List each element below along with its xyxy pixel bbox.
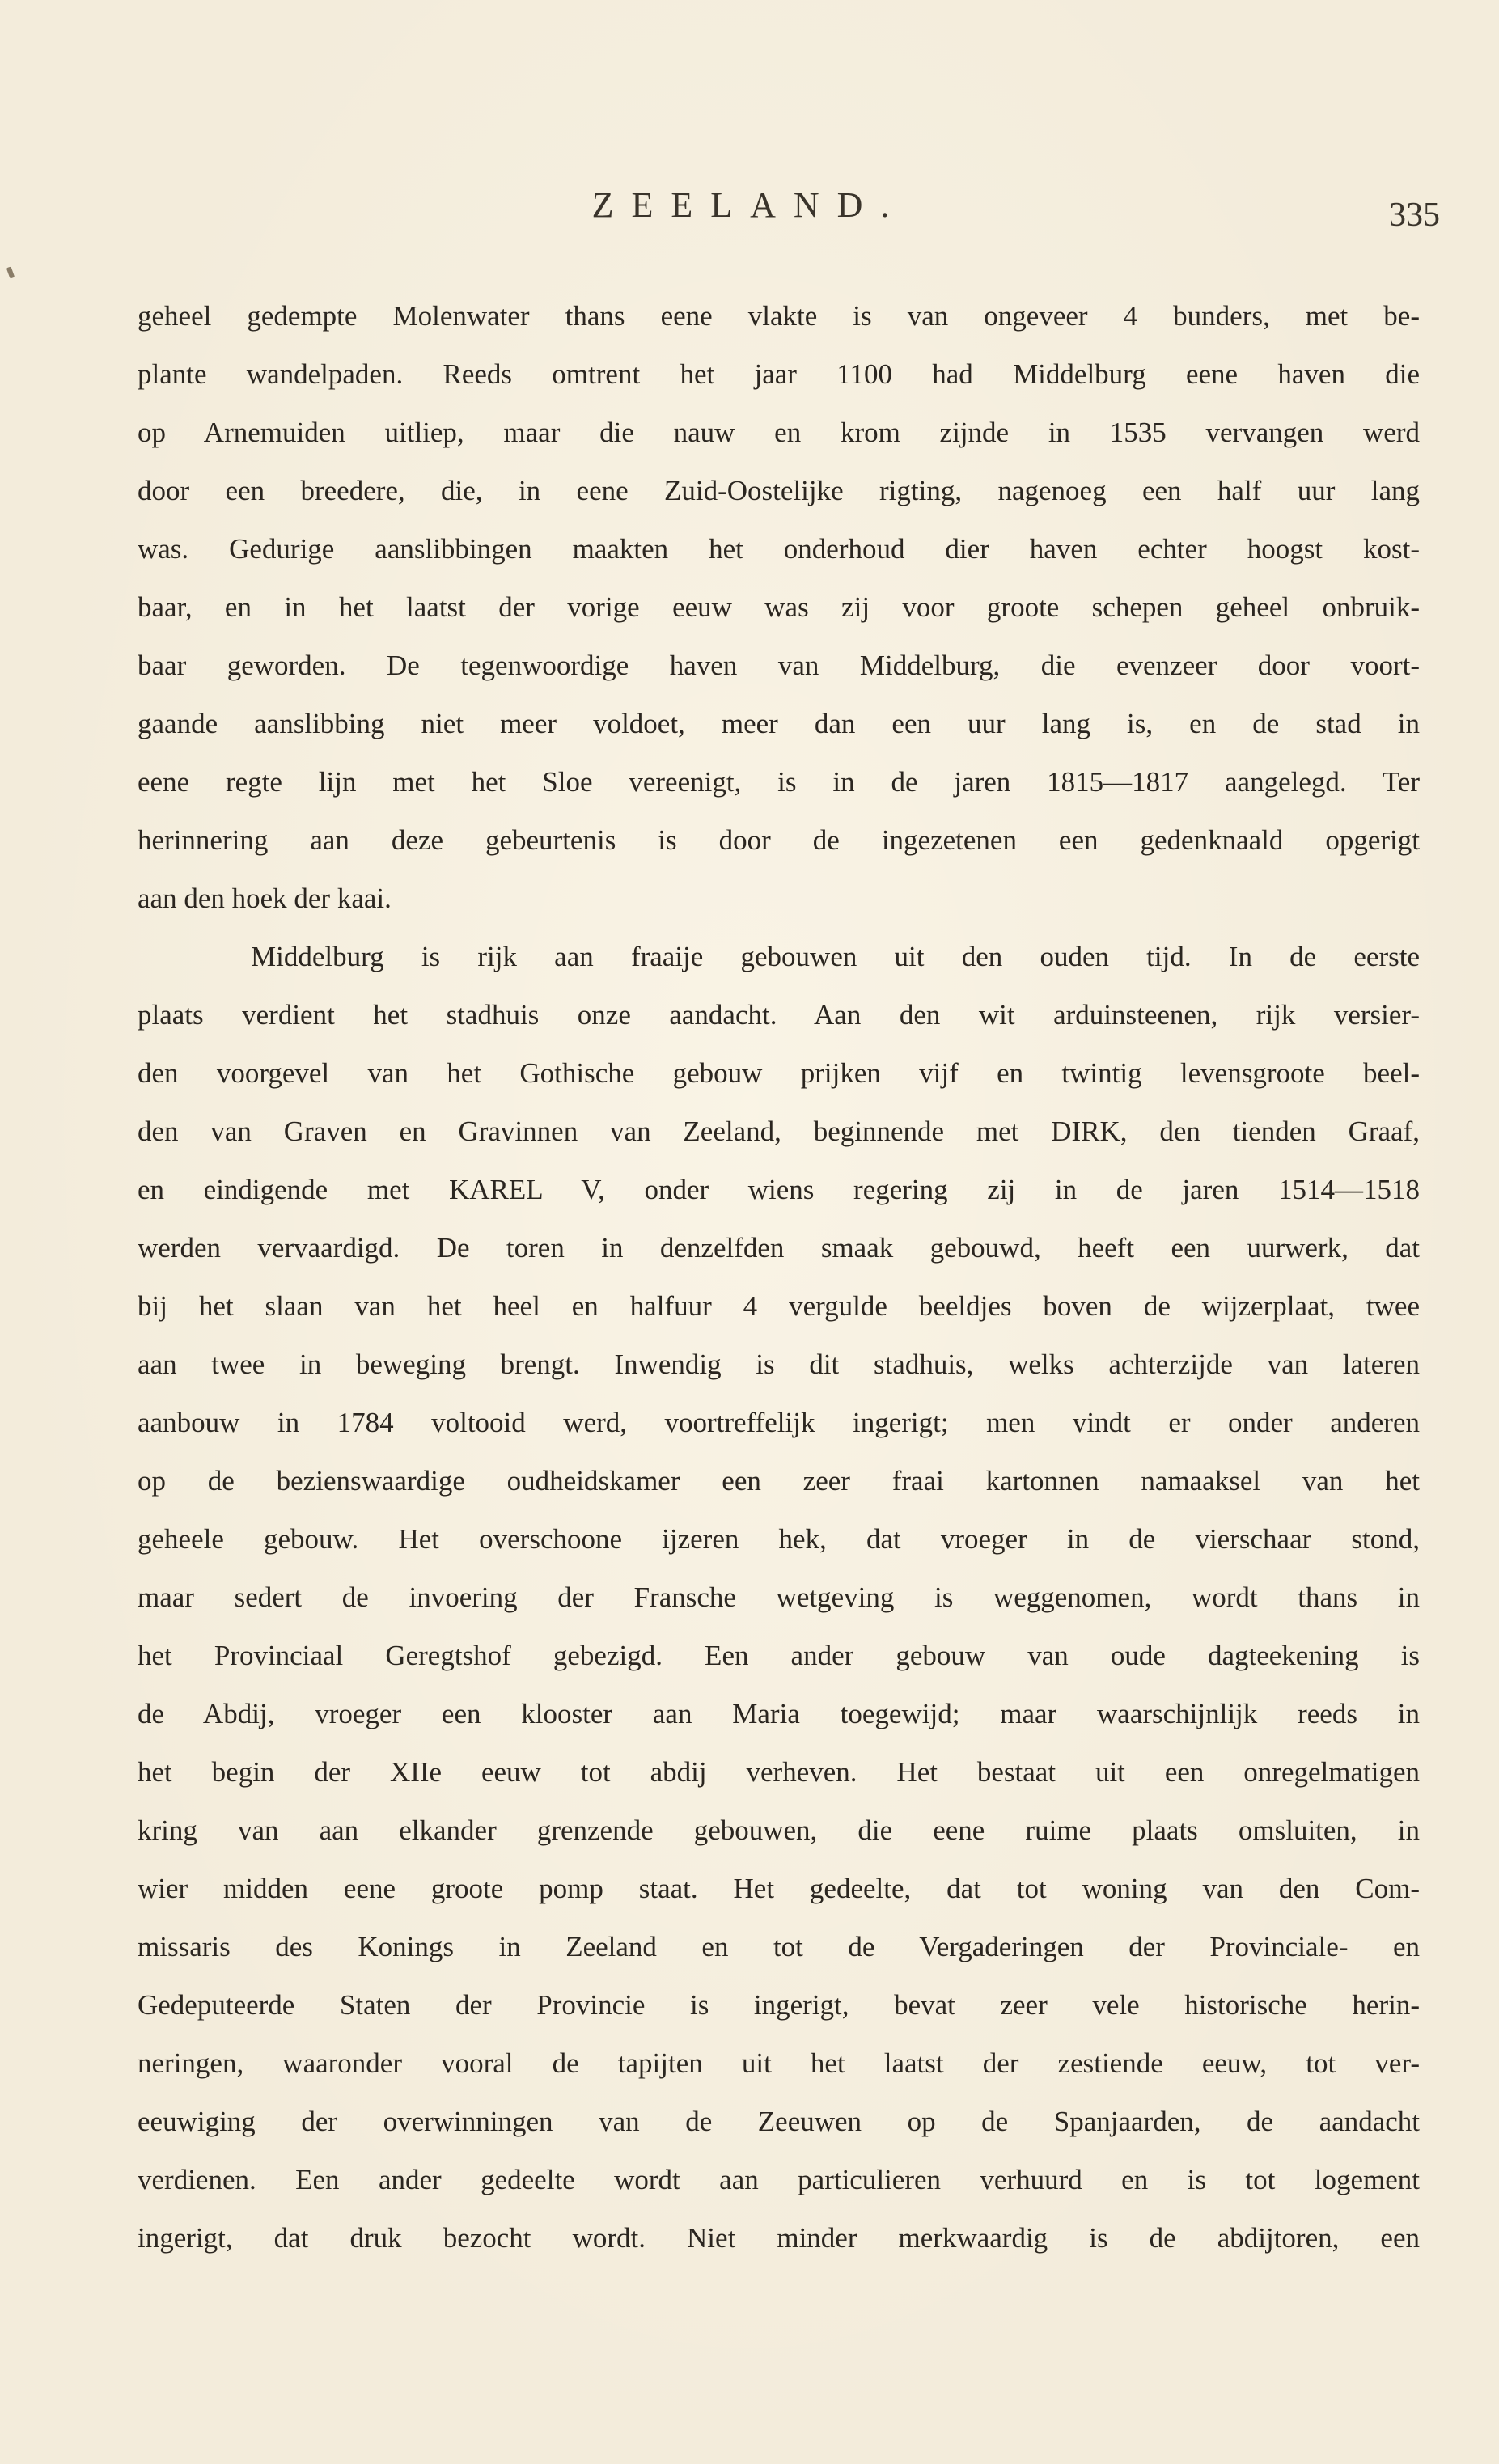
body-text <box>138 287 1420 2267</box>
text-line: het Provinciaal Geregtshof gebezigd. Een ander gebouw van oude dagteekening is <box>138 1640 1420 1671</box>
text-line: werden vervaardigd. De toren in denzelfden smaak gebouwd, heeft een uurwerk, dat <box>138 1232 1420 1264</box>
text-line: geheele gebouw. Het overschoone ijzeren hek, dat vroeger in de vierschaar stond, <box>138 1523 1420 1555</box>
margin-mark <box>6 266 15 278</box>
text-line: gaande aanslibbing niet meer voldoet, meer dan een uur lang is, en de stad in <box>138 708 1420 739</box>
paragraph <box>138 928 1420 2267</box>
text-line: plaats verdient het stadhuis onze aandacht. Aan den wit arduinsteenen, rijk versier- <box>138 999 1420 1031</box>
text-line: baar, en in het laatst der vorige eeuw was zij voor groote schepen geheel onbruik- <box>138 591 1420 623</box>
text-line: was. Gedurige aanslibbingen maakten het onderhoud dier haven echter hoogst kost- <box>138 533 1420 565</box>
text-line: maar sedert de invoering der Fransche wetgeving is weggenomen, wordt thans in <box>138 1581 1420 1613</box>
text-line: den voorgevel van het Gothische gebouw prijken vijf en twintig levensgroote beel- <box>138 1057 1420 1089</box>
text-line: herinnering aan deze gebeurtenis is door de ingezetenen een gedenknaald opgerigt <box>138 824 1420 856</box>
text-line: aan twee in beweging brengt. Inwendig is dit stadhuis, welks achterzijde van lateren <box>138 1348 1420 1380</box>
text-line: verdienen. Een ander gedeelte wordt aan particulieren verhuurd en is tot logement <box>138 2164 1420 2195</box>
text-line: plante wandelpaden. Reeds omtrent het jaar 1100 had Middelburg eene haven die <box>138 358 1420 390</box>
running-title: ZEELAND. <box>591 185 908 225</box>
text-line: op Arnemuiden uitliep, maar die nauw en krom zijnde in 1535 vervangen werd <box>138 417 1420 448</box>
text-line: Middelburg is rijk aan fraaije gebouwen uit den ouden tijd. In de eerste <box>251 941 1420 972</box>
text-line: kring van aan elkander grenzende gebouwen, die eene ruime plaats omsluiten, in <box>138 1814 1420 1846</box>
text-line: den van Graven en Gravinnen van Zeeland, beginnende met DIRK, den tienden Graaf, <box>138 1116 1420 1147</box>
text-line: bij het slaan van het heel en halfuur 4 vergulde beeldjes boven de wijzerplaat, twee <box>138 1290 1420 1322</box>
text-line: door een breedere, die, in eene Zuid-Oostelijke rigting, nagenoeg een half uur lang <box>138 475 1420 506</box>
text-line: baar geworden. De tegenwoordige haven van Middelburg, die evenzeer door voort- <box>138 650 1420 681</box>
text-line: ingerigt, dat druk bezocht wordt. Niet minder merkwaardig is de abdijtoren, een <box>138 2222 1420 2254</box>
text-line: aan den hoek der kaai. <box>138 883 392 914</box>
text-line: en eindigende met KAREL V, onder wiens regering zij in de jaren 1514—1518 <box>138 1174 1420 1205</box>
text-line: de Abdij, vroeger een klooster aan Maria toegewijd; maar waarschijnlijk reeds in <box>138 1698 1420 1729</box>
text-line: geheel gedempte Molenwater thans eene vlakte is van ongeveer 4 bunders, met be- <box>138 300 1420 332</box>
text-line: aanbouw in 1784 voltooid werd, voortreffelijk ingerigt; men vindt er onder anderen <box>138 1407 1420 1438</box>
text-line: neringen, waaronder vooral de tapijten uit het laatst der zestiende eeuw, tot ver- <box>138 2047 1420 2079</box>
text-line: wier midden eene groote pomp staat. Het gedeelte, dat tot woning van den Com- <box>138 1873 1420 1904</box>
text-line: eene regte lijn met het Sloe vereenigt, is in de jaren 1815—1817 aangelegd. Ter <box>138 766 1420 798</box>
text-line: eeuwiging der overwinningen van de Zeeuwen op de Spanjaarden, de aandacht <box>138 2106 1420 2137</box>
text-line: missaris des Konings in Zeeland en tot de Vergaderingen der Provinciale- en <box>138 1931 1420 1962</box>
text-line: het begin der XIIe eeuw tot abdij verheven. Het bestaat uit een onregelmatigen <box>138 1756 1420 1788</box>
paragraph <box>138 287 1420 928</box>
page-number: 335 <box>1389 197 1440 234</box>
text-line: op de bezienswaardige oudheidskamer een zeer fraai kartonnen namaaksel van het <box>138 1465 1420 1497</box>
text-line: Gedeputeerde Staten der Provincie is ingerigt, bevat zeer vele historische herin- <box>138 1989 1420 2021</box>
